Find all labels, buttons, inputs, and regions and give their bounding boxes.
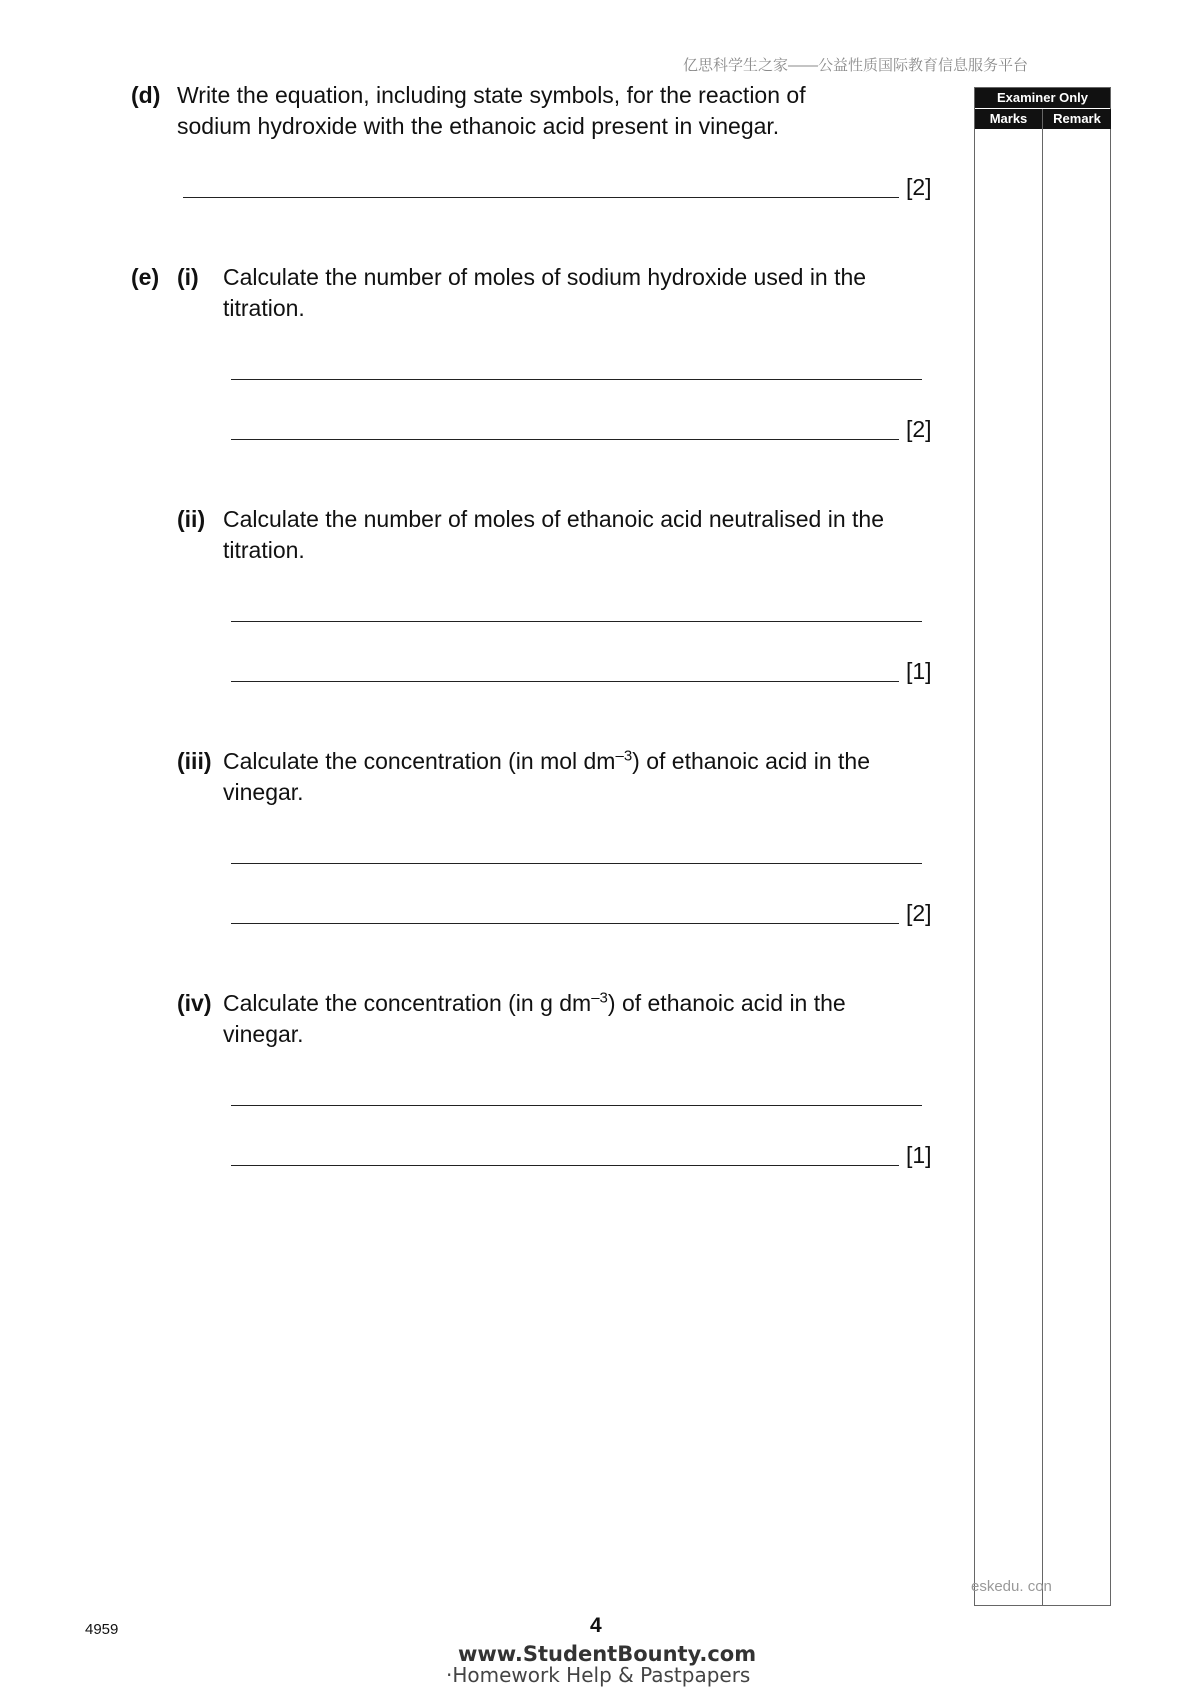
question-e-label: (e) xyxy=(131,264,160,290)
studentbounty-logo[interactable]: www.StudentBounty.com xyxy=(458,1642,757,1666)
answer-line-e-iv-2[interactable] xyxy=(231,1165,899,1166)
question-e-iii-superscript: –3 xyxy=(615,747,633,765)
question-e-iii-marks: [2] xyxy=(906,900,932,926)
examiner-only-title: Examiner Only xyxy=(975,88,1110,108)
answer-line-e-iii-2[interactable] xyxy=(231,923,899,924)
question-e-ii-marks: [1] xyxy=(906,658,932,684)
examiner-only-box xyxy=(974,87,1111,1606)
question-d-marks: [2] xyxy=(906,174,932,200)
answer-line-e-ii-1[interactable] xyxy=(231,621,922,622)
answer-line-d-1[interactable] xyxy=(183,197,899,198)
question-e-iii-text-line1 xyxy=(223,746,870,777)
question-e-ii-text-line1: Calculate the number of moles of ethanoic acid neutralised in the xyxy=(223,506,885,532)
question-e-ii-text-line2: titration. xyxy=(223,537,305,563)
question-d-label: (d) xyxy=(131,82,161,108)
answer-line-e-iv-1[interactable] xyxy=(231,1105,922,1106)
question-e-iv-text-post: ) of ethanoic acid in the xyxy=(607,990,846,1016)
question-e-iii-text-line2: vinegar. xyxy=(223,779,304,805)
question-e-iii-text-pre: Calculate the concentration (in mol dm xyxy=(223,748,616,774)
examiner-remark-header: Remark xyxy=(1043,109,1111,129)
page-number: 4 xyxy=(590,1614,602,1637)
question-e-iv-text-line2: vinegar. xyxy=(223,1021,304,1047)
question-e-ii-label: (ii) xyxy=(177,506,206,532)
question-e-iii-label: (iii) xyxy=(177,748,212,774)
question-e-iii-text-post: ) of ethanoic acid in the xyxy=(632,748,870,774)
paper-code: 4959 xyxy=(85,1621,119,1638)
question-e-iv-superscript: –3 xyxy=(591,989,608,1007)
question-e-i-text-line2: titration. xyxy=(223,295,305,321)
question-e-iv-text-line1 xyxy=(223,988,846,1019)
answer-line-e-i-2[interactable] xyxy=(231,439,899,440)
question-e-iv-marks: [1] xyxy=(906,1142,932,1168)
question-e-i-text-line1: Calculate the number of moles of sodium hydroxide used in the xyxy=(223,264,867,290)
question-e-i-marks: [2] xyxy=(906,416,932,442)
answer-line-e-i-1[interactable] xyxy=(231,379,922,380)
question-d-text-line2: sodium hydroxide with the ethanoic acid present in vinegar. xyxy=(177,113,780,139)
question-e-i-label: (i) xyxy=(177,264,199,290)
examiner-marks-header: Marks xyxy=(975,109,1042,129)
answer-line-e-ii-2[interactable] xyxy=(231,681,899,682)
question-d-text-line1: Write the equation, including state symbols, for the reaction of xyxy=(177,82,806,108)
examiner-column-divider xyxy=(1042,109,1043,1606)
header-watermark: 亿思科学生之家——公益性质国际教育信息服务平台 xyxy=(683,57,1029,74)
studentbounty-tagline: ·Homework Help & Pastpapers xyxy=(446,1663,751,1687)
question-e-iv-label: (iv) xyxy=(177,990,212,1016)
question-e-iv-text-pre: Calculate the concentration (in g dm xyxy=(223,990,592,1016)
examiner-bottom-watermark: eskedu. con xyxy=(971,1578,1052,1595)
answer-line-e-iii-1[interactable] xyxy=(231,863,922,864)
